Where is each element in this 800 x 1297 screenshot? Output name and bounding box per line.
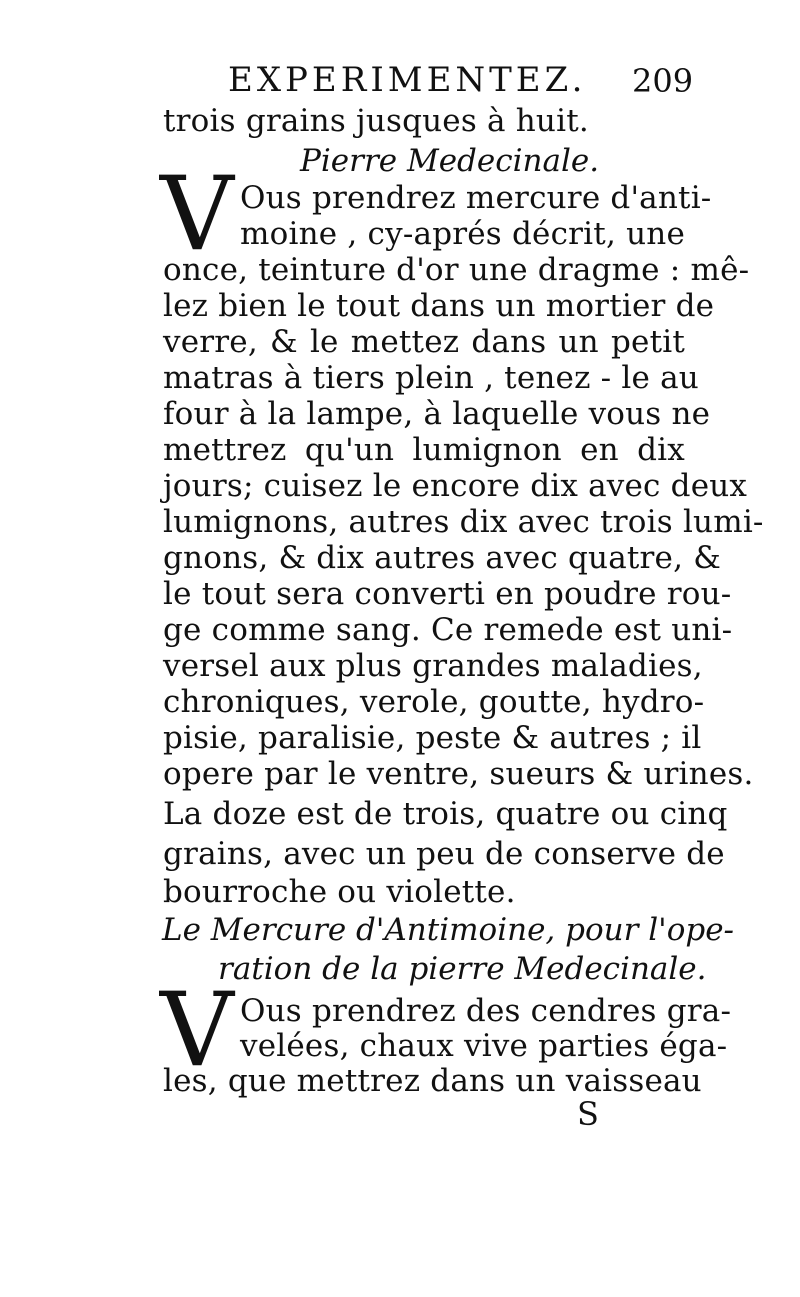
running-head: EXPERIMENTEZ. [228,60,587,100]
text-line: ge comme sang. Ce remede est uni- [163,612,733,648]
text-line: trois grains jusques à huit. [163,103,589,139]
section-title: Le Mercure d'Antimoine, pour l'ope- [162,912,735,948]
text-line: jours; cuisez le encore dix avec deux [163,468,748,504]
text-line: grains, avec un peu de conserve de [163,836,725,872]
text-line: versel aux plus grandes maladies, [163,648,703,684]
text-line: lumignons, autres dix avec trois lumi- [163,504,764,540]
text-line: La doze est de trois, quatre ou cinq [163,796,728,832]
text-line: pisie, paralisie, peste & autres ; il [163,720,702,756]
section-title-continued: ration de la pierre Medecinale. [218,951,707,987]
drop-cap: V [160,155,234,274]
text-line: Ous prendrez des cendres gra- [240,993,732,1029]
text-line: bourroche ou violette. [163,874,516,910]
text-line: matras à tiers plein , tenez - le au [163,360,699,396]
text-line: once, teinture d'or une dragme : mê- [163,252,750,288]
text-line: gnons, & dix autres avec quatre, & [163,540,722,576]
text-line: moine , cy-aprés décrit, une [240,216,685,252]
signature-mark: S [577,1095,599,1133]
text-line: les, que mettrez dans un vaisseau [163,1063,702,1099]
text-line: lez bien le tout dans un mortier de [163,288,715,324]
text-line: four à la lampe, à laquelle vous ne [163,396,711,432]
text-line: le tout sera converti en poudre rou- [163,576,732,612]
text-line: Ous prendrez mercure d'anti- [240,180,712,216]
text-line: mettrez qu'un lumignon en dix [163,432,685,468]
text-line: verre, & le mettez dans un petit [163,324,685,360]
text-line: chroniques, verole, goutte, hydro- [163,684,705,720]
page-number: 209 [632,62,694,100]
section-title: Pierre Medecinale. [300,143,600,179]
drop-cap: V [160,971,234,1090]
text-line: velées, chaux vive parties éga- [240,1028,728,1064]
text-line: opere par le ventre, sueurs & urines. [163,756,754,792]
